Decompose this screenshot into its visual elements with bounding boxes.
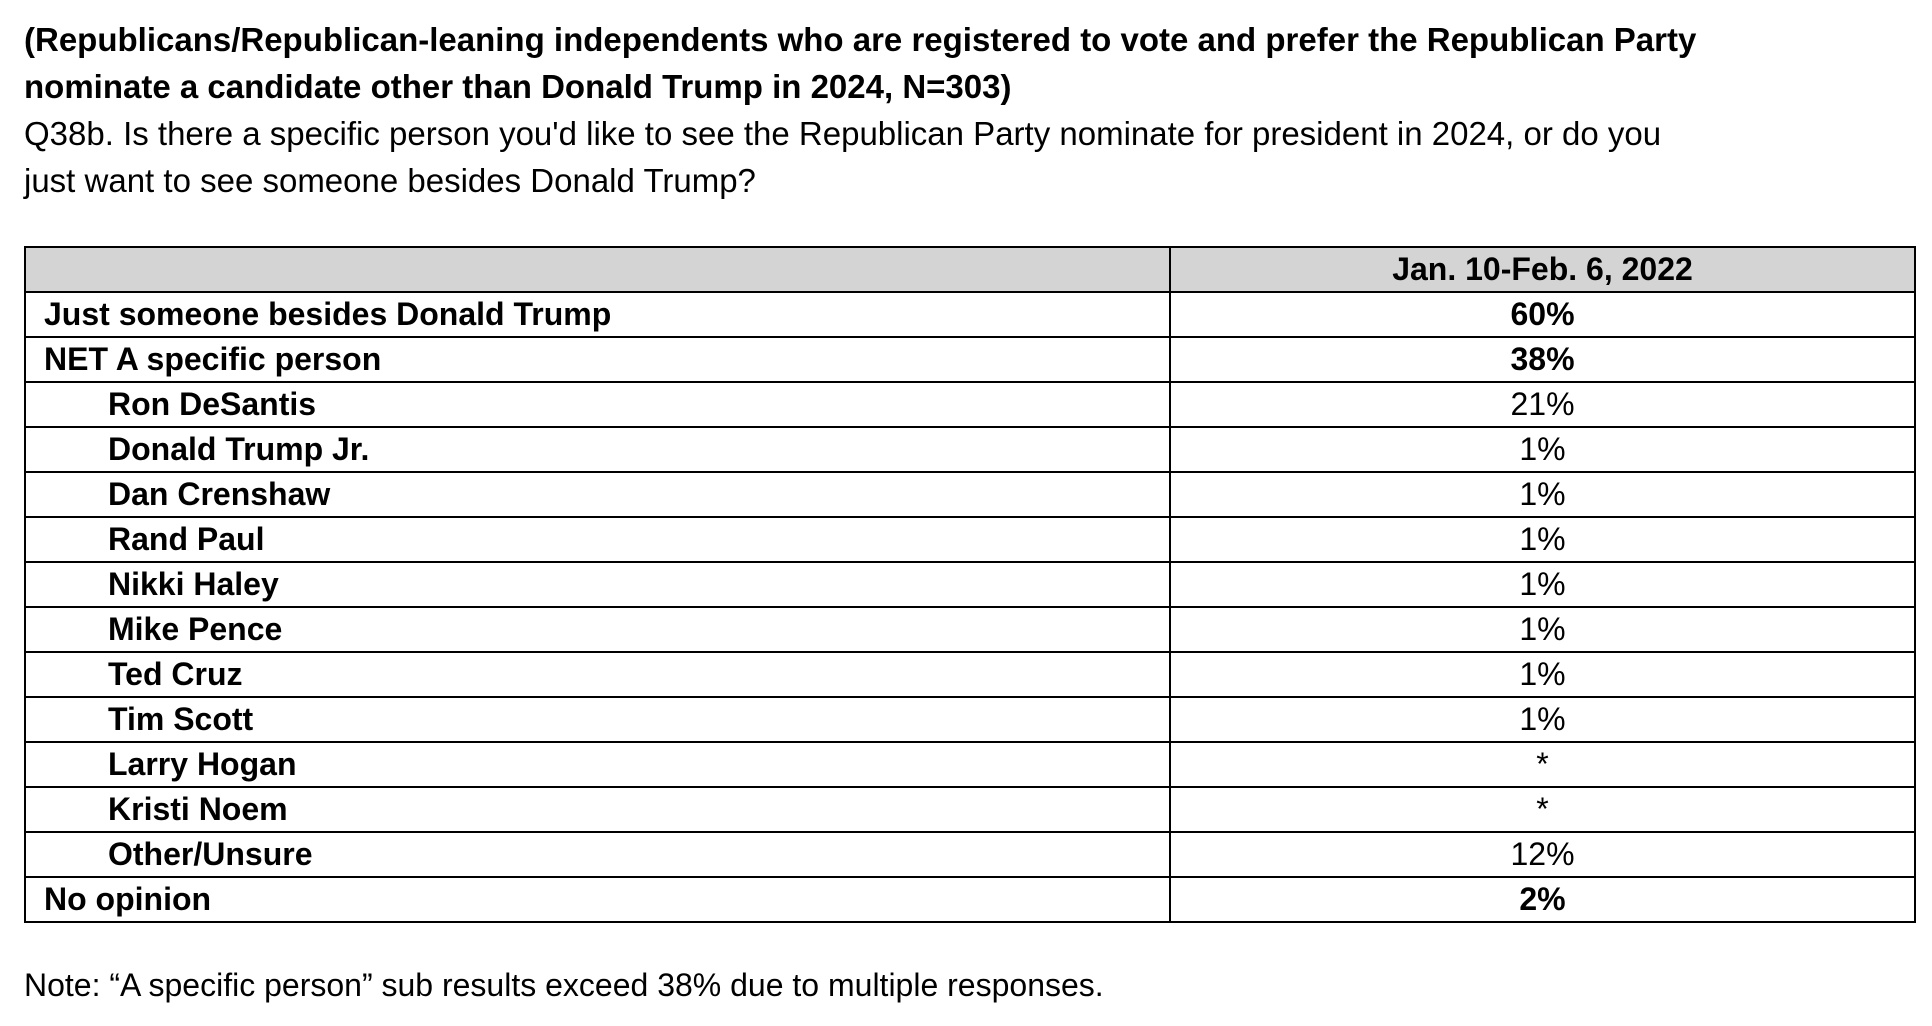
row-value: 12% [1170,832,1915,877]
row-value: * [1170,787,1915,832]
row-label: Tim Scott [25,697,1170,742]
row-value: 21% [1170,382,1915,427]
question-line-2: just want to see someone besides Donald Trump? [24,162,756,199]
row-label: Donald Trump Jr. [25,427,1170,472]
table-row [25,652,1915,697]
row-label: NET A specific person [25,337,1170,382]
table-row [25,292,1915,337]
row-label: Ron DeSantis [25,382,1170,427]
row-label: Nikki Haley [25,562,1170,607]
table-row [25,742,1915,787]
table-row [25,832,1915,877]
row-label: Mike Pence [25,607,1170,652]
row-value: 1% [1170,427,1915,472]
row-label: Other/Unsure [25,832,1170,877]
question-text [24,110,1824,204]
question-line-1: Q38b. Is there a specific person you'd like to see the Republican Party nominate for president in 2024, or do you [24,115,1662,152]
subgroup-line-1: (Republicans/Republican-leaning independents who are registered to vote and prefer the Republican Party [24,21,1697,58]
row-value: 1% [1170,652,1915,697]
table-row [25,472,1915,517]
table-row [25,697,1915,742]
table-row [25,607,1915,652]
table-row [25,382,1915,427]
table-row [25,427,1915,472]
subgroup-line-2: nominate a candidate other than Donald Trump in 2024, N=303) [24,68,1012,105]
row-label: No opinion [25,877,1170,922]
row-value: 1% [1170,517,1915,562]
row-value: 38% [1170,337,1915,382]
row-label: Rand Paul [25,517,1170,562]
table-row [25,517,1915,562]
row-value: * [1170,742,1915,787]
question-header [24,16,1824,204]
row-label: Larry Hogan [25,742,1170,787]
table-row [25,787,1915,832]
row-label: Ted Cruz [25,652,1170,697]
subgroup-description [24,16,1824,110]
table-row [25,562,1915,607]
header-blank-cell [25,247,1170,292]
row-label: Dan Crenshaw [25,472,1170,517]
column-header-date: Jan. 10-Feb. 6, 2022 [1170,247,1915,292]
row-value: 2% [1170,877,1915,922]
table-row [25,337,1915,382]
footnote: Note: “A specific person” sub results exceed 38% due to multiple responses. [24,967,1104,1003]
row-value: 60% [1170,292,1915,337]
row-label: Just someone besides Donald Trump [25,292,1170,337]
table-row [25,877,1915,922]
row-label: Kristi Noem [25,787,1170,832]
results-table [24,246,1916,923]
row-value: 1% [1170,697,1915,742]
row-value: 1% [1170,472,1915,517]
row-value: 1% [1170,562,1915,607]
table-header-row [25,247,1915,292]
row-value: 1% [1170,607,1915,652]
